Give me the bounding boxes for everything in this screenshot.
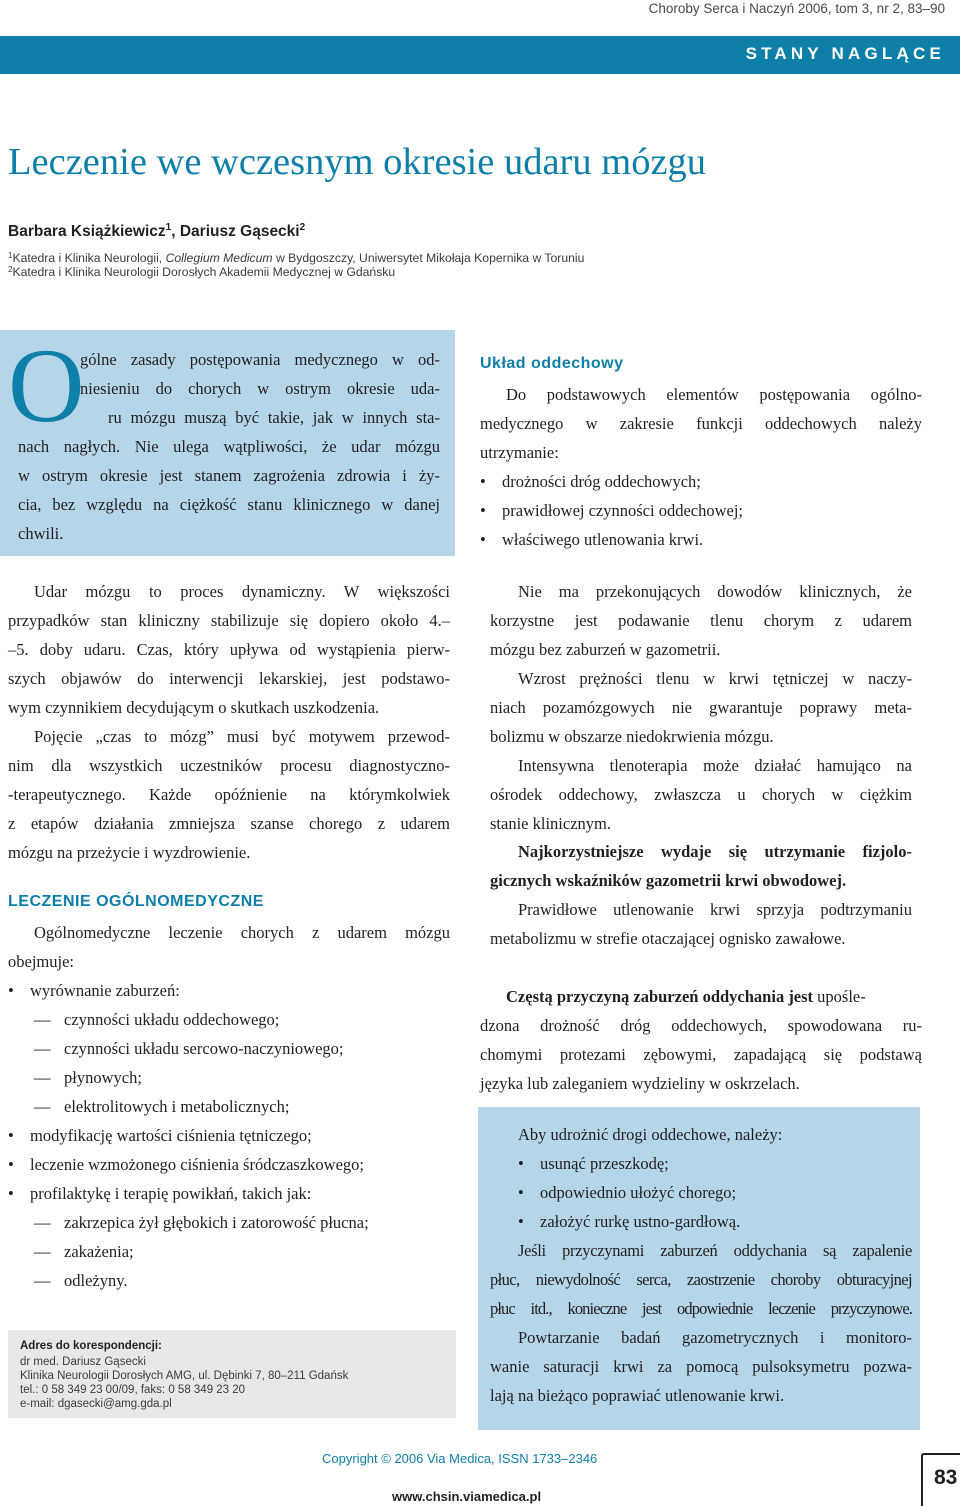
right-paragraph-4	[490, 751, 912, 838]
bullet-marker: •	[8, 1126, 14, 1145]
text-line: gicznych wskaźników gazometrii krwi obwodowej.	[490, 871, 847, 890]
correspondence-title: Adres do korespondencji:	[20, 1340, 162, 1352]
bullet-marker: •	[8, 981, 14, 1000]
dash-marker: —	[34, 1039, 51, 1058]
text-line: lają na bieżąco poprawiać utlenowanie krwi.	[490, 1386, 785, 1405]
correspondence-line: Klinika Neurologii Dorosłych AMG, ul. Dębinki 7, 80–211 Gdańsk	[20, 1370, 349, 1382]
right-paragraph-6	[490, 895, 912, 953]
right-paragraph-1	[480, 380, 922, 467]
text-line: mózgu na przeżycie i wyzdrowienie.	[8, 843, 251, 862]
text-bold: Częstą przyczyną zaburzeń oddychania jest	[506, 987, 814, 1006]
text-line: chomymi protezami zębowymi, zapadającą się podstawą	[480, 1045, 922, 1064]
list-item-text: profilaktykę i terapię powikłań, takich jak:	[30, 1184, 312, 1203]
list-item-text: płynowych;	[64, 1068, 142, 1087]
text-line: mózgu bez zaburzeń w gazometrii.	[490, 640, 721, 659]
list-item-text: czynności układu oddechowego;	[64, 1010, 280, 1029]
left-paragraph-2	[8, 722, 450, 867]
text-line: Intensywna tlenoterapia może działać hamująco na	[518, 756, 912, 775]
list-item	[8, 976, 458, 1005]
section-heading-respiratory: Układ oddechowy	[480, 355, 624, 372]
left-paragraph-1	[8, 577, 450, 722]
correspondence-line: dr med. Dariusz Gąsecki	[20, 1356, 146, 1368]
list-item-text: prawidłowej czynności oddechowej;	[502, 501, 744, 520]
text-regular: upośle-	[813, 987, 866, 1006]
affiliation-2	[8, 265, 395, 279]
text-line: obejmuje:	[8, 952, 74, 971]
bullet-marker: •	[480, 501, 486, 520]
section-label: STANY NAGLĄCE	[745, 44, 945, 63]
text-line: dzona drożność dróg oddechowych, spowodowana ru-	[480, 1016, 922, 1035]
author-2: , Dariusz Gąsecki	[171, 223, 300, 240]
list-item	[8, 1005, 458, 1034]
correspondence-email[interactable]: e-mail: dgasecki@amg.gda.pl	[20, 1398, 172, 1410]
text-line: niach pozamózgowych nie gwarantuje poprawy meta-	[490, 698, 912, 717]
text-line: bolizmu w obszarze niedokrwienia mózgu.	[490, 727, 774, 746]
text-line: metabolizmu w strefie otaczającej ognisko zawałowe.	[490, 929, 846, 948]
affiliation-2-num: 2	[8, 265, 13, 274]
bullet-marker: •	[480, 530, 486, 549]
dash-marker: —	[34, 1068, 51, 1087]
list-item	[480, 467, 922, 496]
list-item-text: modyfikację wartości ciśnienia tętniczego;	[30, 1126, 312, 1145]
affiliation-2-text: Katedra i Klinika Neurologii Dorosłych Akademii Medycznej w Gdańsku	[12, 265, 396, 279]
text-line: nim dla wszystkich uczestników procesu diagnostyczno-	[8, 756, 450, 775]
journal-citation: Choroby Serca i Naczyń 2006, tom 3, nr 2, 83–90	[648, 1, 945, 16]
section-heading-general: LECZENIE OGÓLNOMEDYCZNE	[8, 893, 264, 910]
correspondence-line: tel.: 0 58 349 23 00/09, faks: 0 58 349 23 20	[20, 1384, 246, 1396]
intro-lines-full	[18, 432, 440, 548]
authors	[8, 222, 305, 241]
respiratory-list	[480, 467, 922, 554]
list-item-text: zakrzepica żył głębokich i zatorowość płucna;	[64, 1213, 369, 1232]
list-item	[490, 1149, 912, 1178]
text-line: stanie klinicznym.	[490, 814, 611, 833]
list-item-text: elektrolitowych i metabolicznych;	[64, 1097, 290, 1116]
bullet-marker: •	[518, 1212, 524, 1231]
text-line: Udar mózgu to proces dynamiczny. W większości	[34, 582, 450, 601]
copyright: Copyright © 2006 Via Medica, ISSN 1733–2346	[322, 1451, 598, 1466]
list-item	[8, 1121, 458, 1150]
intro-line: niesieniu do chorych w ostrym okresie uda-	[80, 379, 440, 398]
text-line: wanie saturacji krwi za pomocą pulsoksymetru pozwa-	[490, 1357, 912, 1376]
list-item-text: drożności dróg oddechowych;	[502, 472, 701, 491]
section-banner	[0, 36, 960, 74]
dash-marker: —	[34, 1242, 51, 1261]
page-number: 83	[934, 1466, 958, 1489]
text-line: Nie ma przekonujących dowodów klinicznych, że	[518, 582, 912, 601]
treatment-list	[8, 976, 458, 1295]
intro-line: chwili.	[18, 524, 64, 543]
correspondence-box	[8, 1330, 456, 1418]
list-item	[8, 1063, 458, 1092]
text-line: -terapeutycznego. Każde opóźnienie na którymkolwiek	[8, 785, 450, 804]
list-item-text: odpowiednio ułożyć chorego;	[540, 1183, 737, 1202]
list-item-text: odleżyny.	[64, 1271, 128, 1290]
list-item-text: założyć rurkę ustno-gardłową.	[540, 1212, 741, 1231]
list-item	[480, 496, 922, 525]
text-line: szych objawów do interwencji lekarskiej, jest podstawo-	[8, 669, 450, 688]
list-item	[8, 1266, 458, 1295]
list-item-text: właściwego utlenowania krwi.	[502, 530, 704, 549]
intro-lines-indented	[80, 345, 440, 432]
text-line: Ogólnomedyczne leczenie chorych z udarem mózgu	[34, 923, 450, 942]
bullet-marker: •	[8, 1184, 14, 1203]
author-1: Barbara Książkiewicz	[8, 223, 166, 240]
author-1-affil: 1	[165, 222, 172, 233]
list-item	[8, 1179, 458, 1208]
right-paragraph-2	[490, 577, 912, 664]
article-title: Leczenie we wczesnym okresie udaru mózgu	[8, 141, 707, 183]
list-item	[8, 1092, 458, 1121]
bullet-marker: •	[518, 1154, 524, 1173]
text-line: Jeśli przyczynami zaburzeń oddychania są zapalenie	[518, 1241, 912, 1260]
text-line: wym czynnikiem decydującym o skutkach uszkodzenia.	[8, 698, 380, 717]
left-paragraph-3	[8, 918, 450, 976]
list-item	[490, 1178, 912, 1207]
intro-line: w ostrym okresie jest stanem zagrożenia zdrowia i ży-	[18, 466, 440, 485]
list-item	[8, 1237, 458, 1266]
text-line	[480, 982, 922, 1011]
list-item	[8, 1150, 458, 1179]
text-line: z etapów działania zmniejsza szanse chorego z udarem	[8, 814, 450, 833]
list-item	[490, 1207, 912, 1236]
airway-box-content	[490, 1120, 912, 1410]
text-line: korzystne jest podawanie tlenu chorym z udarem	[490, 611, 912, 630]
dash-marker: —	[34, 1271, 51, 1290]
affiliation-1-text-a: Katedra i Klinika Neurologii,	[12, 251, 166, 265]
list-item-text: leczenie wzmożonego ciśnienia śródczaszkowego;	[30, 1155, 364, 1174]
text-line: Wzrost prężności tlenu w krwi tętniczej w naczy-	[518, 669, 912, 688]
text-line: –5. doby udaru. Czas, który upływa od wystąpienia pierw-	[8, 640, 450, 659]
list-item-text: usunąć przeszkodę;	[540, 1154, 669, 1173]
list-item	[8, 1034, 458, 1063]
bullet-marker: •	[480, 472, 486, 491]
list-item-text: czynności układu sercowo-naczyniowego;	[64, 1039, 344, 1058]
right-paragraph-3	[490, 664, 912, 751]
text-line: utrzymanie:	[480, 443, 559, 462]
text-line: płuc itd., konieczne jest odpowiednie leczenie przyczynowe.	[490, 1299, 912, 1318]
text-line: ośrodek oddechowy, zwłaszcza u chorych w ciężkim	[490, 785, 912, 804]
affiliation-1-text-b: w Bydgoszczy, Uniwersytet Mikołaja Kopernika w Toruniu	[272, 251, 585, 265]
text-line: języka lub zaleganiem wydzieliny w oskrzelach.	[480, 1074, 800, 1093]
right-paragraph-5-bold	[490, 837, 912, 895]
journal-url[interactable]: www.chsin.viamedica.pl	[392, 1489, 542, 1504]
text-line: medycznego w zakresie funkcji oddechowych należy	[480, 414, 922, 433]
dash-marker: —	[34, 1010, 51, 1029]
text-line: Pojęcie „czas to mózg” musi być motywem przewod-	[34, 727, 450, 746]
dash-marker: —	[34, 1097, 51, 1116]
text-line: Prawidłowe utlenowanie krwi sprzyja podtrzymaniu	[518, 900, 912, 919]
text-line: Aby udrożnić drogi oddechowe, należy:	[518, 1125, 783, 1144]
intro-line: gólne zasady postępowania medycznego w od-	[80, 350, 440, 369]
text-line: płuc, niewydolność serca, zaostrzenie choroby obturacyjnej	[490, 1270, 912, 1289]
dash-marker: —	[34, 1213, 51, 1232]
drop-cap: O	[8, 327, 85, 444]
text-line: Powtarzanie badań gazometrycznych i monitoro-	[518, 1328, 912, 1347]
text-line: Najkorzystniejsze wydaje się utrzymanie fizjolo-	[518, 842, 912, 861]
list-item	[8, 1208, 458, 1237]
list-item-text: wyrównanie zaburzeń:	[30, 981, 180, 1000]
affiliation-1-num: 1	[8, 251, 13, 260]
intro-line: cia, bez względu na ciężkość stanu klinicznego w danej	[18, 495, 440, 514]
intro-line: ru mózgu muszą być takie, jak w innych sta-	[108, 408, 440, 427]
intro-line: nach nagłych. Nie ulega wątpliwości, że udar mózgu	[18, 437, 440, 456]
affiliation-1-italic: Collegium Medicum	[165, 251, 273, 265]
text-line: przypadków stan kliniczny stabilizuje się dopiero około 4.–	[8, 611, 450, 630]
right-paragraph-7	[480, 982, 922, 1098]
author-2-affil: 2	[299, 222, 306, 233]
list-item	[480, 525, 922, 554]
list-item-text: zakażenia;	[64, 1242, 134, 1261]
bullet-marker: •	[8, 1155, 14, 1174]
text-line: Do podstawowych elementów postępowania ogólno-	[506, 385, 922, 404]
affiliation-1	[8, 251, 584, 265]
bullet-marker: •	[518, 1183, 524, 1202]
